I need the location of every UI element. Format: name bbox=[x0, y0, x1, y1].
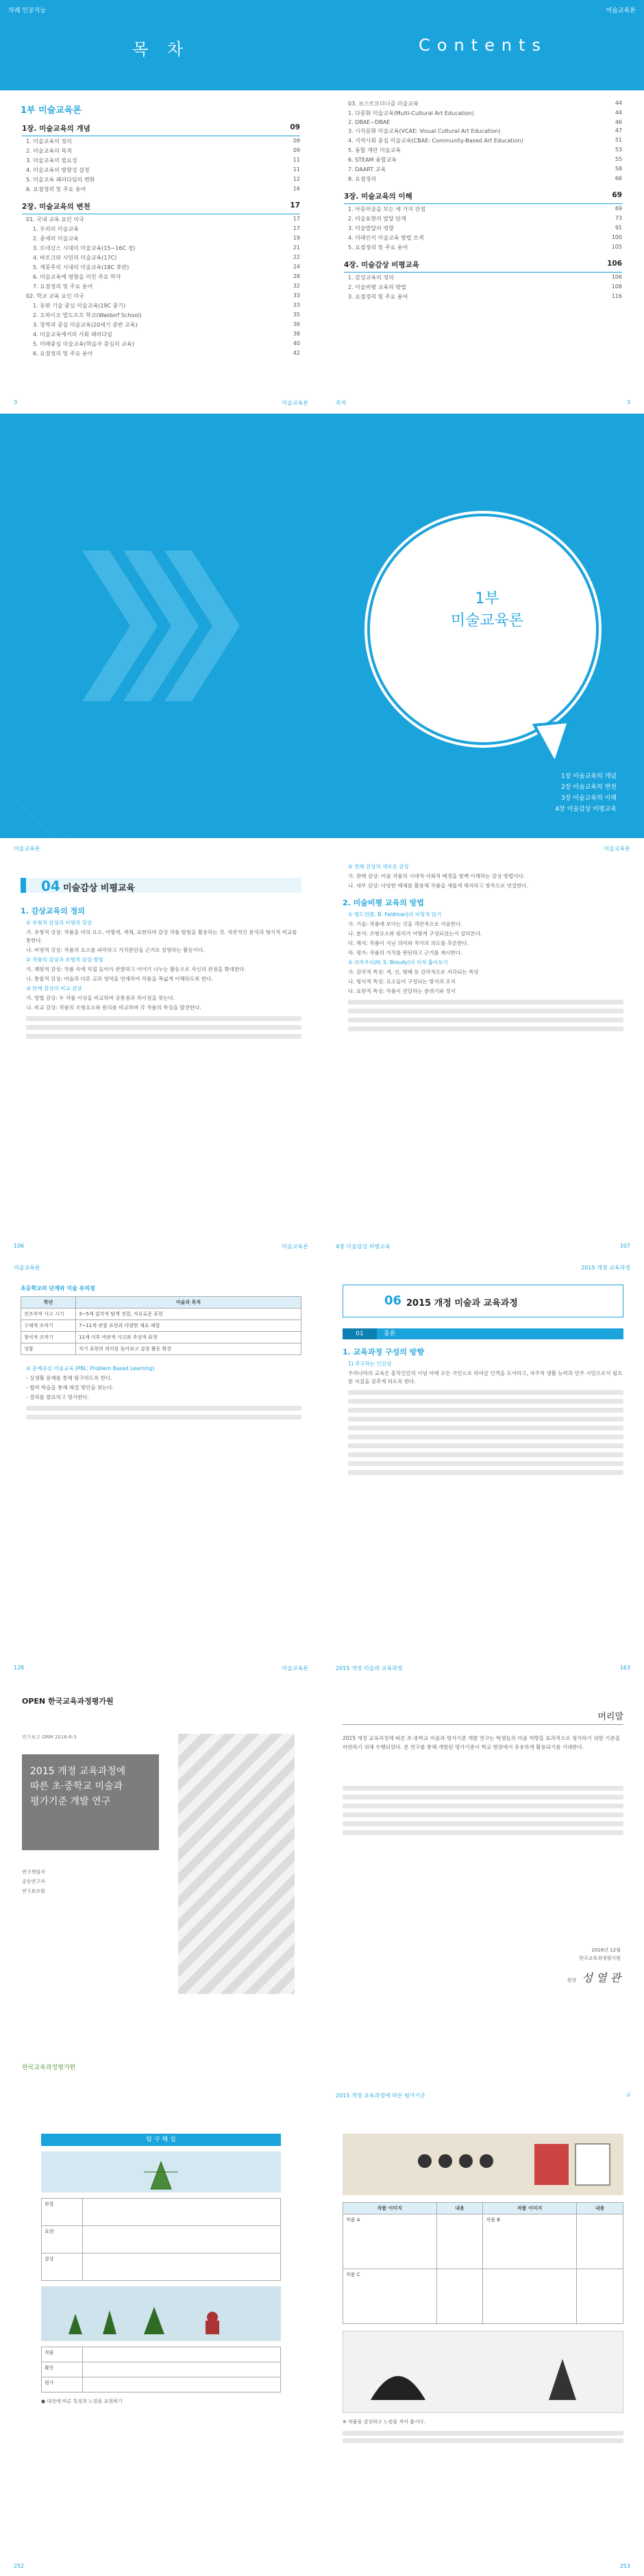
diagonal-stripes bbox=[178, 1734, 295, 1994]
toc-item-title: 3. 요점정리 및 주요 용어 bbox=[348, 293, 408, 300]
toc-item-title: 7. 요점정리 및 주요 용어 bbox=[33, 283, 93, 290]
answer-cell[interactable] bbox=[83, 2377, 281, 2392]
body-text: 가. 체험적 감상: 작품 속에 직접 들어가 관찰하고 이야기 나누는 활동으로 자신의 관점을 확대한다. bbox=[26, 966, 246, 972]
toc-item-page: 09 bbox=[293, 147, 300, 153]
footer-text: 2015 개정 교육과정에 따른 평가기준 bbox=[336, 2093, 425, 2099]
running-head: 미술교육론 bbox=[604, 846, 630, 852]
page-footer bbox=[14, 1665, 308, 1672]
worksheet-header: 탐 구 해 설 bbox=[41, 2134, 281, 2146]
column-header: 작품 이미지 bbox=[483, 2203, 577, 2214]
toc-section-title: 4장. 미술감상 비평교육 bbox=[344, 261, 419, 269]
page-number: 163 bbox=[619, 1665, 630, 1671]
toc-item bbox=[22, 214, 300, 224]
pbl-list bbox=[0, 1374, 322, 1402]
part-title bbox=[370, 588, 604, 632]
toc-page-left bbox=[0, 0, 322, 414]
toc-item bbox=[22, 155, 300, 165]
toc-item-title: 4. 미술교육에서의 사회 패러다임 bbox=[33, 331, 112, 338]
list-item: - 결과를 발표하고 평가한다. bbox=[26, 1394, 89, 1400]
toc-item-page: 91 bbox=[615, 224, 622, 231]
part-number: 1부 bbox=[475, 590, 499, 607]
footer-text: 미술교육론 bbox=[282, 1243, 308, 1250]
body-text: 가. 기술: 작품에 보이는 것을 객관적으로 서술한다. bbox=[348, 921, 462, 927]
body-text: 가. 판매 감상: 미술 작품의 시대적·사회적 배경을 함께 이해하는 감상 방법이다. bbox=[348, 873, 525, 879]
part-chapter-item: 3장 미술교육의 이해 bbox=[560, 795, 617, 802]
artwork-icons bbox=[343, 2134, 623, 2195]
table-cell: 성찰 bbox=[21, 1343, 76, 1355]
toc-item-title: 2. 미술교육의 목적 bbox=[26, 147, 72, 154]
page-number: 3 bbox=[626, 399, 630, 405]
toc-item-title: 02. 학교 교육 요인 미국 bbox=[26, 292, 84, 299]
silhouette-icon bbox=[343, 2332, 624, 2414]
row-label: 작품 C bbox=[343, 2269, 437, 2324]
table-cell: 7~11세 관찰 표현과 다양한 재료 체험 bbox=[76, 1320, 301, 1332]
table-header: 미술과 목적 bbox=[76, 1297, 301, 1309]
toc-section-title: 1장. 미술교육의 개념 bbox=[22, 125, 90, 133]
toc-item bbox=[22, 224, 300, 233]
toc-item bbox=[22, 310, 300, 320]
body-text: 나. 통합적 감상: 미술과 다른 교과 영역을 연계하여 작품을 폭넓게 이해하도록 한다. bbox=[26, 976, 213, 982]
signature: 성 열 관 bbox=[582, 1971, 621, 1984]
toc-item-title: 3. 시각문화 미술교육(VCAE: Visual Cultural Art Education) bbox=[348, 127, 501, 134]
list-title: ② 문제중심 미술교육 (PBL: Problem Based Learning) bbox=[26, 1365, 155, 1372]
row-label: 표현 bbox=[42, 2226, 83, 2253]
part-chapter-item: 2장 미술교육의 변천 bbox=[560, 784, 617, 791]
footer-text: 미술교육론 bbox=[282, 1665, 308, 1671]
page-footer bbox=[14, 399, 308, 407]
toc-item-title: 1. 미술교육의 정의 bbox=[26, 138, 72, 144]
part-heading: 1부 미술교육론 bbox=[21, 105, 82, 116]
answer-cell[interactable] bbox=[83, 2347, 281, 2362]
toc-item bbox=[344, 164, 622, 174]
table-page bbox=[0, 1257, 322, 1679]
chapter-banner bbox=[343, 1285, 623, 1317]
section-heading: 1. 감상교육의 정의 bbox=[21, 907, 85, 916]
ch4-page-right bbox=[322, 838, 644, 1257]
toc-item-page: 33 bbox=[293, 292, 300, 299]
toc-item bbox=[22, 175, 300, 184]
institute-logo: 한국교육과정평가원 bbox=[22, 2064, 76, 2071]
contents-title: Contents bbox=[419, 36, 547, 55]
toc-item bbox=[344, 99, 622, 108]
toc-item-page: 108 bbox=[611, 283, 622, 290]
toc-item-page: 66 bbox=[615, 175, 622, 181]
table-cell: 전조작적 사고 시기 bbox=[21, 1309, 76, 1320]
table-row bbox=[21, 1332, 301, 1343]
running-head: 2015 개정 교육과정 bbox=[581, 1265, 630, 1271]
toc-item bbox=[22, 243, 300, 253]
toc-item bbox=[22, 146, 300, 155]
toc-item bbox=[344, 174, 622, 184]
toc-item-page: 73 bbox=[615, 214, 622, 221]
part-divider-right bbox=[322, 414, 644, 838]
toc-item-title: 7. DAART 교육 bbox=[348, 166, 386, 173]
toc-item-title: 6. STEAM 융합교육 bbox=[348, 156, 397, 163]
open-logo: OPEN 한국교육과정평가원 bbox=[22, 1697, 114, 1706]
toc-header-left bbox=[0, 0, 322, 90]
meta-label: 연구보조원 bbox=[22, 1889, 45, 1894]
toc-item-page: 69 bbox=[615, 205, 622, 212]
table-cell: 3~5세 감각적 탐색 경험, 자유로운 표현 bbox=[76, 1309, 301, 1320]
artwork-image bbox=[343, 2331, 623, 2413]
answer-cell[interactable] bbox=[83, 2199, 281, 2226]
body-text: 나. 비교 감상: 작품의 조형요소와 원리를 비교하며 각 작품의 특성을 발견한다. bbox=[26, 1005, 201, 1011]
toc-item bbox=[344, 273, 622, 282]
curriculum-page bbox=[322, 1257, 644, 1679]
page-footer bbox=[336, 2092, 630, 2099]
tab-number: 01 bbox=[343, 1328, 377, 1339]
toc-section-page: 09 bbox=[290, 123, 300, 131]
list-item: - 실생활 문제를 통해 탐구하도록 한다. bbox=[26, 1375, 112, 1381]
toc-item-page: 19 bbox=[293, 234, 300, 241]
toc-item bbox=[344, 233, 622, 242]
subsection-heading: ② 전래 감상의 새로운 감상 bbox=[348, 863, 409, 870]
report-cover bbox=[0, 1679, 322, 2106]
page-footer bbox=[14, 1243, 308, 1250]
arrow-pattern bbox=[0, 414, 322, 838]
footer-text: 4장 미술감상 비평교육 bbox=[336, 1243, 391, 1250]
toc-item-title: 2. 미술표현의 발달 단계 bbox=[348, 215, 406, 222]
toc-page-right bbox=[322, 0, 644, 414]
toc-item-page: 22 bbox=[293, 253, 300, 260]
worksheet-left bbox=[0, 2106, 322, 2576]
chapter-title: 2015 개정 미술과 교육과정 bbox=[406, 1298, 518, 1309]
toc-item-page: 106 bbox=[611, 273, 622, 280]
page-footer bbox=[336, 2563, 630, 2569]
preface-signoff bbox=[579, 1946, 621, 1962]
toc-item-page: 51 bbox=[615, 136, 622, 143]
toc-item bbox=[344, 126, 622, 136]
artwork-strip bbox=[343, 2134, 623, 2195]
toc-item-title: 1. 우리의 미술교육 bbox=[33, 225, 79, 232]
toc-section-title: 3장. 미술교육의 이해 bbox=[344, 192, 412, 201]
header-tag: 미술교육론 bbox=[606, 8, 636, 14]
toc-item-title: 5. 미술교육 패러다임의 변화 bbox=[26, 176, 95, 183]
part-divider-left bbox=[0, 414, 322, 838]
table-row bbox=[21, 1309, 301, 1320]
table-cell: 자기 표현의 의미를 돌아보고 감상 활동 확장 bbox=[76, 1343, 301, 1355]
row-label: 관찰 bbox=[42, 2199, 83, 2226]
toc-item-title: 5. 융합 계란 미술교육 bbox=[348, 147, 401, 153]
toc-item bbox=[344, 108, 622, 118]
toc-item-page: 47 bbox=[615, 127, 622, 134]
table-row bbox=[21, 1320, 301, 1332]
table-header: 학년 bbox=[21, 1297, 76, 1309]
preface-org: 한국교육과정평가원 bbox=[579, 1956, 621, 1961]
illustration-area bbox=[41, 2151, 281, 2193]
toc-item bbox=[344, 145, 622, 155]
preface-page bbox=[322, 1679, 644, 2106]
column-header: 내용 bbox=[577, 2203, 623, 2214]
toc-item-title: 2. 오하이오 발도르프 학교(Waldorf School) bbox=[33, 312, 142, 318]
footer-text: 미술교육론 bbox=[282, 400, 308, 406]
toc-item bbox=[344, 155, 622, 164]
toc-item-page: 28 bbox=[293, 273, 300, 279]
toc-item-title: 4. 미래인식 미술교육 방법 모색 bbox=[348, 234, 424, 241]
toc-item-title: 2. DBAE~DBAE bbox=[348, 118, 391, 125]
toc-item-title: 03. 포스트모더니즘 미술교육 bbox=[348, 100, 419, 107]
toc-item-page: 38 bbox=[293, 330, 300, 337]
toc-item-title: 01. 국내 교육 요인 미국 bbox=[26, 216, 84, 223]
toc-item bbox=[22, 262, 300, 272]
page-number: 106 bbox=[14, 1243, 25, 1249]
toc-item-title: 8. 요점정리 bbox=[348, 175, 377, 182]
preface-title: 머리말 bbox=[597, 1712, 623, 1722]
toc-item bbox=[22, 165, 300, 175]
toc-item-page: 11 bbox=[293, 156, 300, 163]
toc-item bbox=[344, 118, 622, 126]
toc-item-title: 2. 미술비평 교육의 방법 bbox=[348, 283, 406, 290]
page-footer bbox=[336, 1665, 630, 1672]
toc-list bbox=[344, 99, 622, 301]
chapter-title: 미술감상 비평교육 bbox=[63, 883, 135, 894]
toc-item bbox=[22, 339, 300, 349]
worksheet-note: ※ 작품을 감상하고 느낌을 적어 봅시다. bbox=[343, 2419, 425, 2425]
ch4-page-left bbox=[0, 838, 322, 1257]
toc-item-page: 55 bbox=[615, 155, 622, 162]
toc-item bbox=[344, 282, 622, 292]
toc-item-page: 46 bbox=[615, 118, 622, 125]
toc-item-page: 16 bbox=[293, 185, 300, 192]
toc-item-title: 4. 지역사회 중심 미술교육(CBAE: Community-Based Art Education) bbox=[348, 137, 523, 144]
toc-title: 목 차 bbox=[132, 40, 190, 59]
toc-item bbox=[344, 136, 622, 145]
toc-item bbox=[22, 291, 300, 301]
toc-item-title: 1. 다문화 미술교육(Multi-Cultural Art Education) bbox=[348, 110, 474, 116]
toc-section-page: 17 bbox=[290, 201, 300, 210]
toc-item-page: 44 bbox=[615, 109, 622, 116]
page-number: 3 bbox=[14, 399, 18, 405]
part-chapter-item: 4장 미술감상 비평교육 bbox=[555, 806, 617, 813]
deer-illustration bbox=[41, 2286, 281, 2341]
toc-item-title: 4. 바로크와 시민의 미술교육(17C) bbox=[33, 254, 117, 261]
footer-text: 목차 bbox=[336, 400, 347, 406]
toc-item-page: 44 bbox=[615, 99, 622, 106]
toc-item bbox=[22, 349, 300, 358]
body-text: 가. 방법 감상: 두 작품 이상을 비교하며 공통점과 차이점을 찾는다. bbox=[26, 995, 175, 1001]
answer-cell[interactable] bbox=[83, 2362, 281, 2377]
cover-title-line: 따른 초·중학교 미술과 bbox=[30, 1781, 123, 1792]
toc-item-page: 116 bbox=[611, 292, 622, 299]
toc-item-page: 09 bbox=[293, 137, 300, 144]
toc-section-page: 106 bbox=[607, 260, 622, 268]
artwork-table bbox=[343, 2202, 623, 2324]
page-footer bbox=[336, 399, 630, 407]
toc-item-page: 42 bbox=[293, 349, 300, 356]
body-text: 나. 형식적 특성: 요소들이 구성되는 방식과 조직 bbox=[348, 978, 456, 985]
table-cell: 형식적 조작기 bbox=[21, 1332, 76, 1343]
toc-item bbox=[22, 329, 300, 339]
toc-item-title: 5. 요점정리 및 주요 용어 bbox=[348, 244, 408, 251]
row-label: 평가 bbox=[42, 2377, 83, 2392]
report-number: 연구보고 ORM 2016-6-3 bbox=[22, 1734, 77, 1740]
cover-title-line: 2015 개정 교육과정에 bbox=[30, 1766, 126, 1777]
toc-item bbox=[22, 253, 300, 262]
toc-item-page: 12 bbox=[293, 175, 300, 182]
part-chapter-item: 1장 미술교육의 개념 bbox=[560, 773, 617, 780]
toc-item-page: 58 bbox=[615, 165, 622, 172]
row-label: 작품 B bbox=[483, 2214, 577, 2269]
worksheet-bottom-table bbox=[41, 2347, 281, 2392]
page-number: 107 bbox=[619, 1243, 630, 1249]
toc-section-page: 69 bbox=[612, 191, 622, 199]
toc-item-page: 100 bbox=[611, 233, 622, 240]
subsection-heading: ③ 단계 감상의 비교 감상 bbox=[26, 985, 82, 992]
body-text: 라. 평가: 작품의 가치를 판단하고 근거를 제시한다. bbox=[348, 950, 462, 956]
body-text: 나. 분석: 조형요소와 원리가 어떻게 구성되었는지 살펴본다. bbox=[348, 931, 482, 937]
row-label: 작품 A bbox=[343, 2214, 437, 2269]
subsection-heading: 1) 추구하는 인간상 bbox=[348, 1361, 392, 1367]
deer-icon bbox=[41, 2286, 281, 2341]
body-text: 다. 해석: 작품이 지닌 의미와 작가의 의도를 추론한다. bbox=[348, 940, 469, 946]
toc-item-title: 6. 요점정리 및 주요 용어 bbox=[33, 350, 93, 357]
toc-section bbox=[344, 189, 622, 204]
toc-list bbox=[22, 121, 300, 358]
toc-item-title: 4. 미술교육의 방향성 설정 bbox=[26, 166, 90, 173]
subsection-heading: ① 유형적 감상과 비평의 강상 bbox=[26, 920, 92, 926]
page-footer bbox=[336, 1243, 630, 1250]
development-table bbox=[21, 1296, 301, 1355]
tab-title: 총론 bbox=[384, 1330, 396, 1337]
toc-item bbox=[22, 184, 300, 194]
section-tab bbox=[343, 1328, 623, 1339]
answer-cell[interactable] bbox=[577, 2214, 623, 2269]
answer-cell[interactable] bbox=[436, 2269, 483, 2324]
worksheet-right bbox=[322, 2106, 644, 2576]
toc-section bbox=[22, 121, 300, 136]
plant-icon bbox=[41, 2151, 281, 2193]
toc-item-page: 17 bbox=[293, 215, 300, 222]
chapter-number: 06 bbox=[384, 1293, 402, 1308]
list-item: - 협력 학습을 통해 해결 방안을 찾는다. bbox=[26, 1385, 114, 1391]
toc-item-page: 40 bbox=[293, 340, 300, 346]
running-head: 미술교육론 bbox=[14, 1265, 40, 1271]
page-number: 126 bbox=[14, 1665, 25, 1671]
toc-item-page: 11 bbox=[293, 166, 300, 173]
column-header: 작품 이미지 bbox=[343, 2203, 437, 2214]
toc-item-page: 35 bbox=[293, 311, 300, 318]
preface-body: 2015 개정 교육과정에 따른 초·중학교 미술과 평가기준 개발 연구는 학생들의 미술 역량을 효과적으로 평가하기 위한 기준을 마련하기 위해 수행되었다. 본 연구를 통해 개발된 평가기준이 학교 현장에서 유용하게 활용되기를 기대한다. bbox=[343, 1735, 620, 1750]
table-caption: 초등학교의 단계와 미술 유의점 bbox=[21, 1285, 95, 1291]
section-heading: 2. 미술비평 교육의 방법 bbox=[343, 898, 424, 907]
page-footer bbox=[14, 2563, 308, 2569]
toc-item-title: 5. 미래중심 미술교육(학습자 중심의 교육) bbox=[33, 340, 134, 347]
toc-item bbox=[344, 204, 622, 214]
page-number: 252 bbox=[14, 2563, 25, 2569]
body-text: 나. 비평적 강상: 작품의 요소를 파악하고 가치판단을 근거로 설명하는 활동이다. bbox=[26, 947, 205, 953]
toc-item-title: 1. 아동미술을 보는 세 가지 관점 bbox=[348, 205, 426, 212]
body-text: 나. 대무 감상: 다양한 매체를 활용해 작품을 새롭게 해석하고 창작으로 연결한다. bbox=[348, 883, 528, 889]
toc-item-title: 3. 르네상스 시대의 미술교육(15~16C 경) bbox=[33, 244, 136, 251]
worksheet-table bbox=[41, 2198, 281, 2281]
chapter-number: 04 bbox=[41, 878, 60, 894]
answer-cell[interactable] bbox=[83, 2226, 281, 2253]
table-row bbox=[21, 1343, 301, 1355]
cover-title-line: 평가기준 개발 연구 bbox=[30, 1796, 111, 1807]
toc-section-title: 2장. 미술교육의 변천 bbox=[22, 203, 90, 211]
toc-item bbox=[344, 292, 622, 301]
row-label: 활동 bbox=[42, 2362, 83, 2377]
meta-label: 연구책임자 bbox=[22, 1869, 45, 1875]
toc-item bbox=[344, 214, 622, 223]
toc-item bbox=[344, 242, 622, 252]
answer-cell[interactable] bbox=[436, 2214, 483, 2269]
chapter-banner bbox=[21, 871, 301, 898]
row-label: 작품 bbox=[42, 2347, 83, 2362]
column-header: 내용 bbox=[436, 2203, 483, 2214]
body-text: 우리나라의 교육은 홍익인간의 이념 아래 모든 국민으로 하여금 인격을 도야하고, 자주적 생활 능력과 민주 시민으로서 필요한 자질을 갖추게 하도록 한다. bbox=[348, 1370, 623, 1385]
sign-label: 원장 bbox=[567, 1978, 577, 1983]
signature-row bbox=[567, 1969, 621, 1985]
page-number: 253 bbox=[619, 2563, 630, 2569]
toc-item-page: 21 bbox=[293, 244, 300, 251]
answer-cell[interactable] bbox=[577, 2269, 623, 2324]
toc-item-page: 36 bbox=[293, 320, 300, 327]
subsection-heading: ① 펠드먼(E. B. Feldman)의 비평적 읽기 bbox=[348, 911, 442, 918]
toc-item bbox=[22, 301, 300, 310]
body-text: 가. 감각적 특성: 색, 선, 형태 등 감각적으로 지각되는 특성 bbox=[348, 969, 479, 975]
title-block bbox=[22, 1754, 159, 1850]
toc-item-title: 3. 미술발달의 영향 bbox=[348, 225, 394, 231]
toc-item-page: 105 bbox=[611, 243, 622, 250]
running-head: 미술교육론 bbox=[14, 846, 40, 852]
toc-item-title: 3. 창작과 중심 미술교육(20세기 중반 교육) bbox=[33, 321, 138, 328]
preface-lines bbox=[343, 1782, 623, 1839]
section-heading: 1. 교육과정 구성의 방향 bbox=[343, 1348, 424, 1356]
toc-item-page: 32 bbox=[293, 282, 300, 289]
header-tag: 차례 인공지능 bbox=[8, 8, 47, 14]
toc-item bbox=[344, 223, 622, 233]
meta-label: 공동연구자 bbox=[22, 1879, 45, 1884]
toc-item-title: 3. 미술교육의 필요성 bbox=[26, 157, 77, 164]
toc-item-page: 53 bbox=[615, 146, 622, 153]
toc-item-title: 1. 동판 기술 중심 미술교육(19C 중기) bbox=[33, 302, 126, 309]
toc-item bbox=[22, 272, 300, 281]
row-label: 감상 bbox=[42, 2253, 83, 2281]
toc-item-title: 2. 중세의 미술교육 bbox=[33, 235, 79, 242]
toc-item bbox=[22, 281, 300, 291]
body-text: 가. 유형적 강상: 작품을 미의 요소, 어떻게, 색채, 표현하며 감상 작품 탐험을 활용하는 것. 직관적인 분석과 형식적 비교를 통한다. bbox=[26, 929, 297, 944]
toc-item bbox=[22, 136, 300, 146]
footer-text: 2015 개정 미술과 교육과정 bbox=[336, 1665, 403, 1671]
toc-item bbox=[22, 233, 300, 243]
preface-date: 2016년 12월 bbox=[591, 1947, 621, 1953]
toc-header-right bbox=[322, 0, 644, 90]
table-cell: 구체적 조작기 bbox=[21, 1320, 76, 1332]
table-cell: 11세 이후 비판적 사고와 추상적 표현 bbox=[76, 1332, 301, 1343]
toc-item-title: 1. 감상교육의 정의 bbox=[348, 274, 394, 281]
worksheet-note: ● 대상에 따른 특징과 느낌을 표현하기 bbox=[41, 2399, 123, 2404]
author-meta bbox=[22, 1867, 45, 1896]
part-name: 미술교육론 bbox=[450, 612, 524, 629]
subsection-heading: ② 브라우디(H. S. Broudy)의 미적 훑어보기 bbox=[348, 959, 448, 965]
page-number: ii bbox=[627, 2092, 630, 2098]
toc-item-title: 5. 계몽주의 시대의 미술교육(18C 후반) bbox=[33, 264, 129, 270]
subsection-heading: ② 작품의 감상과 유형적 감상 방법 bbox=[26, 957, 103, 963]
toc-item-page: 17 bbox=[293, 225, 300, 231]
toc-item-title: 6. 미술교육에 영향을 미친 주요 학자 bbox=[33, 273, 121, 280]
toc-section bbox=[344, 257, 622, 273]
toc-item bbox=[22, 320, 300, 329]
toc-item-page: 33 bbox=[293, 301, 300, 308]
answer-cell[interactable] bbox=[83, 2253, 281, 2281]
toc-section bbox=[22, 199, 300, 214]
body-text: 다. 표현적 특성: 작품이 전달하는 분위기와 정서 bbox=[348, 988, 456, 994]
toc-item-page: 24 bbox=[293, 263, 300, 270]
toc-item-title: 6. 요점정리 및 주요 용어 bbox=[26, 186, 86, 192]
part-chapter-list bbox=[555, 771, 617, 815]
